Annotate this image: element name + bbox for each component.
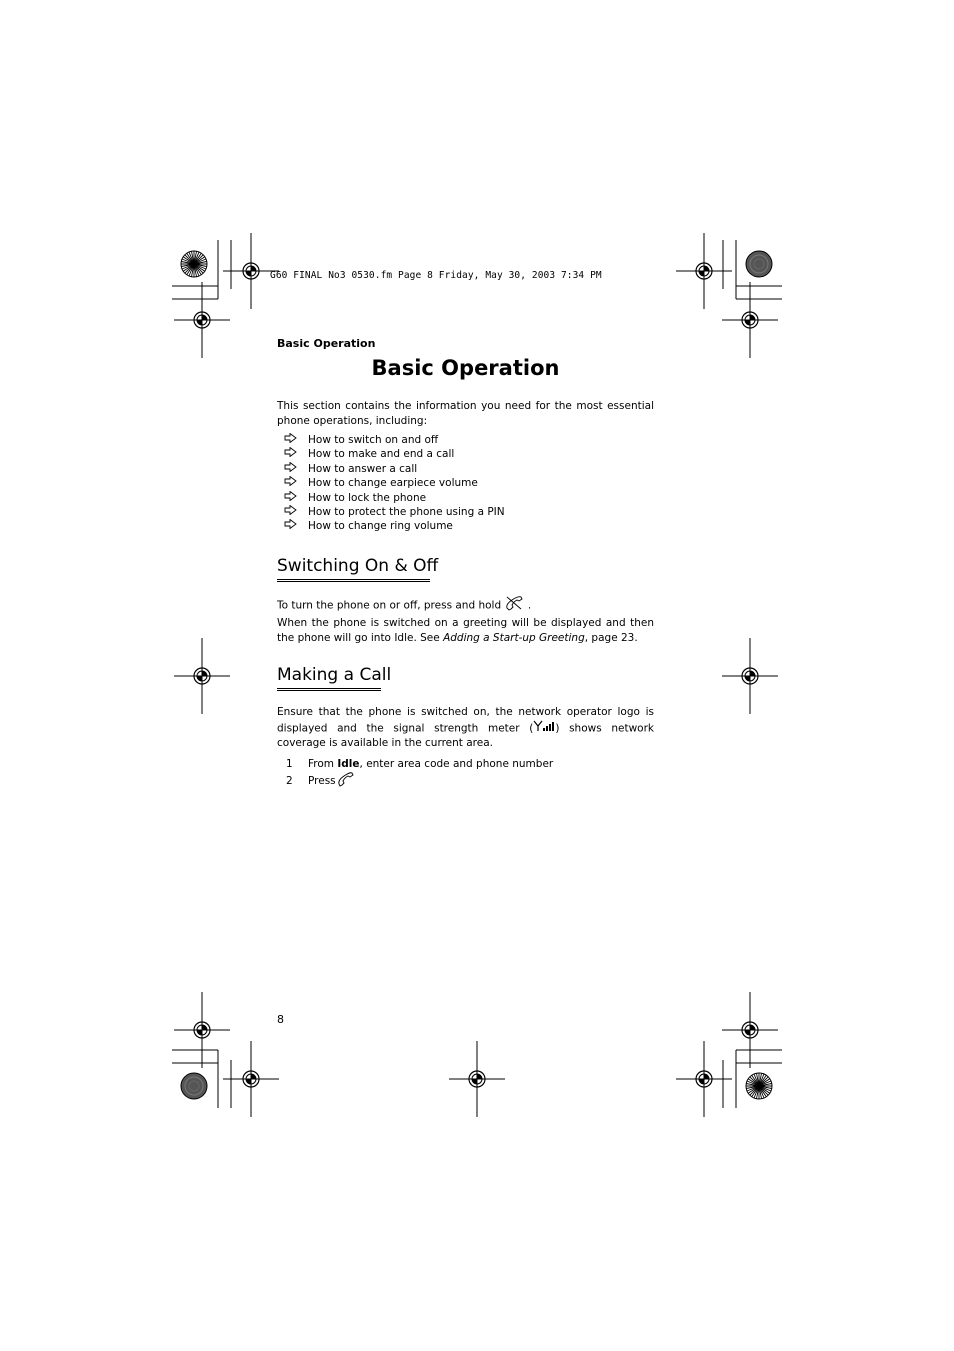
- key-term: Idle: [337, 757, 360, 770]
- running-head: Basic Operation: [277, 337, 376, 350]
- cross-reference: Adding a Start-up Greeting: [443, 631, 585, 644]
- list-item-text: How to make and end a call: [308, 448, 455, 461]
- list-item: [284, 462, 505, 476]
- send-call-key-icon: [336, 771, 354, 790]
- topics-list: [284, 433, 505, 534]
- arrow-right-outline-icon: [284, 433, 308, 447]
- list-item: [284, 519, 505, 533]
- section-heading-making-call: Making a Call: [277, 665, 392, 685]
- print-header-line: G60 FINAL No3 0530.fm Page 8 Friday, May 30, 2003 7:34 PM: [270, 270, 602, 281]
- list-item-text: How to protect the phone using a PIN: [308, 505, 505, 518]
- list-item-text: How to change earpiece volume: [308, 477, 478, 490]
- section-heading-rule: [277, 688, 381, 691]
- switching-paragraph-1: [277, 595, 654, 616]
- step-number: 1: [286, 757, 293, 770]
- arrow-right-outline-icon: [284, 491, 308, 505]
- switching-paragraph-2: [277, 616, 654, 645]
- section-heading-switching: Switching On & Off: [277, 556, 439, 576]
- list-item: [284, 433, 505, 447]
- text: , enter area code and phone number: [359, 757, 554, 770]
- arrow-right-outline-icon: [284, 447, 308, 461]
- list-item-text: How to answer a call: [308, 462, 418, 475]
- list-item: [284, 505, 505, 519]
- list-item: [284, 447, 505, 461]
- intro-paragraph: This section contains the information you need for the most essential phone operations, including:: [277, 400, 654, 427]
- list-item: [284, 491, 505, 505]
- step-item: [286, 755, 553, 772]
- text: .: [527, 599, 532, 612]
- list-item-text: How to lock the phone: [308, 491, 427, 504]
- steps-list: [286, 755, 553, 789]
- step-text: [308, 775, 336, 787]
- section-heading-rule: [277, 579, 430, 582]
- text: Ensure that the phone is switched on, the network operator logo is displayed and the signal strength meter (: [277, 706, 654, 734]
- making-call-paragraph: [277, 705, 654, 751]
- arrow-right-outline-icon: [284, 505, 308, 519]
- step-number: 2: [286, 774, 293, 787]
- page-title: Basic Operation: [371, 356, 560, 380]
- text: Press: [308, 774, 336, 787]
- text: From: [308, 757, 338, 770]
- list-item-text: How to change ring volume: [308, 520, 453, 533]
- signal-strength-icon: [533, 720, 555, 737]
- list-item-text: How to switch on and off: [308, 434, 439, 446]
- arrow-right-outline-icon: [284, 462, 308, 476]
- text: To turn the phone on or off, press and hold: [277, 599, 502, 612]
- text: ) shows network coverage is available in the current area.: [277, 721, 654, 749]
- end-call-key-icon: [504, 595, 524, 616]
- page-number: 8: [277, 1013, 284, 1026]
- step-text: [308, 758, 553, 770]
- text: When the phone is switched on a greeting will be displayed and then the phone will go into Idle. See: [277, 617, 654, 644]
- step-item: [286, 772, 553, 789]
- arrow-right-outline-icon: [284, 519, 308, 533]
- arrow-right-outline-icon: [284, 476, 308, 490]
- text: , page 23.: [584, 631, 638, 644]
- list-item: [284, 476, 505, 490]
